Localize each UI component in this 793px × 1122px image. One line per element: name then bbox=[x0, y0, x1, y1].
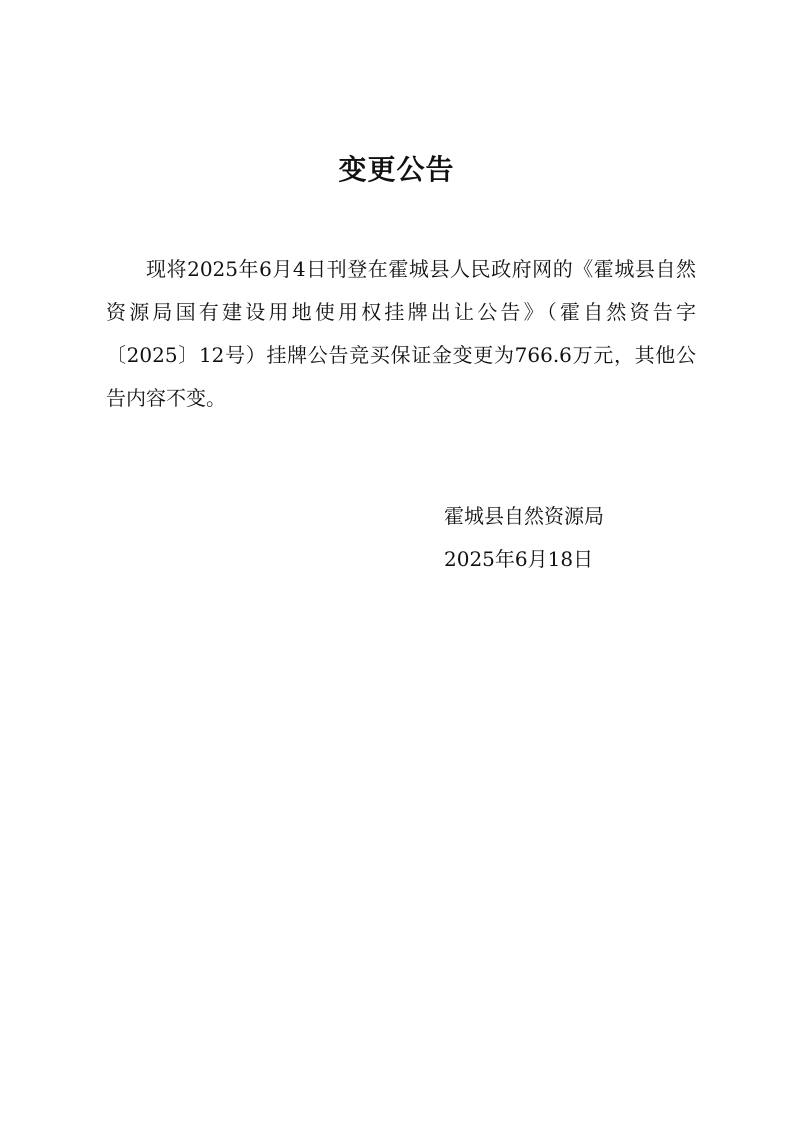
announcement-body: 现将2025年6月4日刊登在霍城县人民政府网的《霍城县自然资源局国有建设用地使用权挂牌出让公告》（霍自然资告字〔2025〕12号）挂牌公告竞买保证金变更为766.6万元，其他公告内容不变。 bbox=[106, 257, 696, 410]
document-title: 变更公告 bbox=[338, 153, 455, 186]
signature-block bbox=[444, 495, 744, 581]
signature-organization: 霍城县自然资源局 bbox=[444, 504, 604, 528]
signature-date: 2025年6月18日 bbox=[444, 547, 594, 571]
